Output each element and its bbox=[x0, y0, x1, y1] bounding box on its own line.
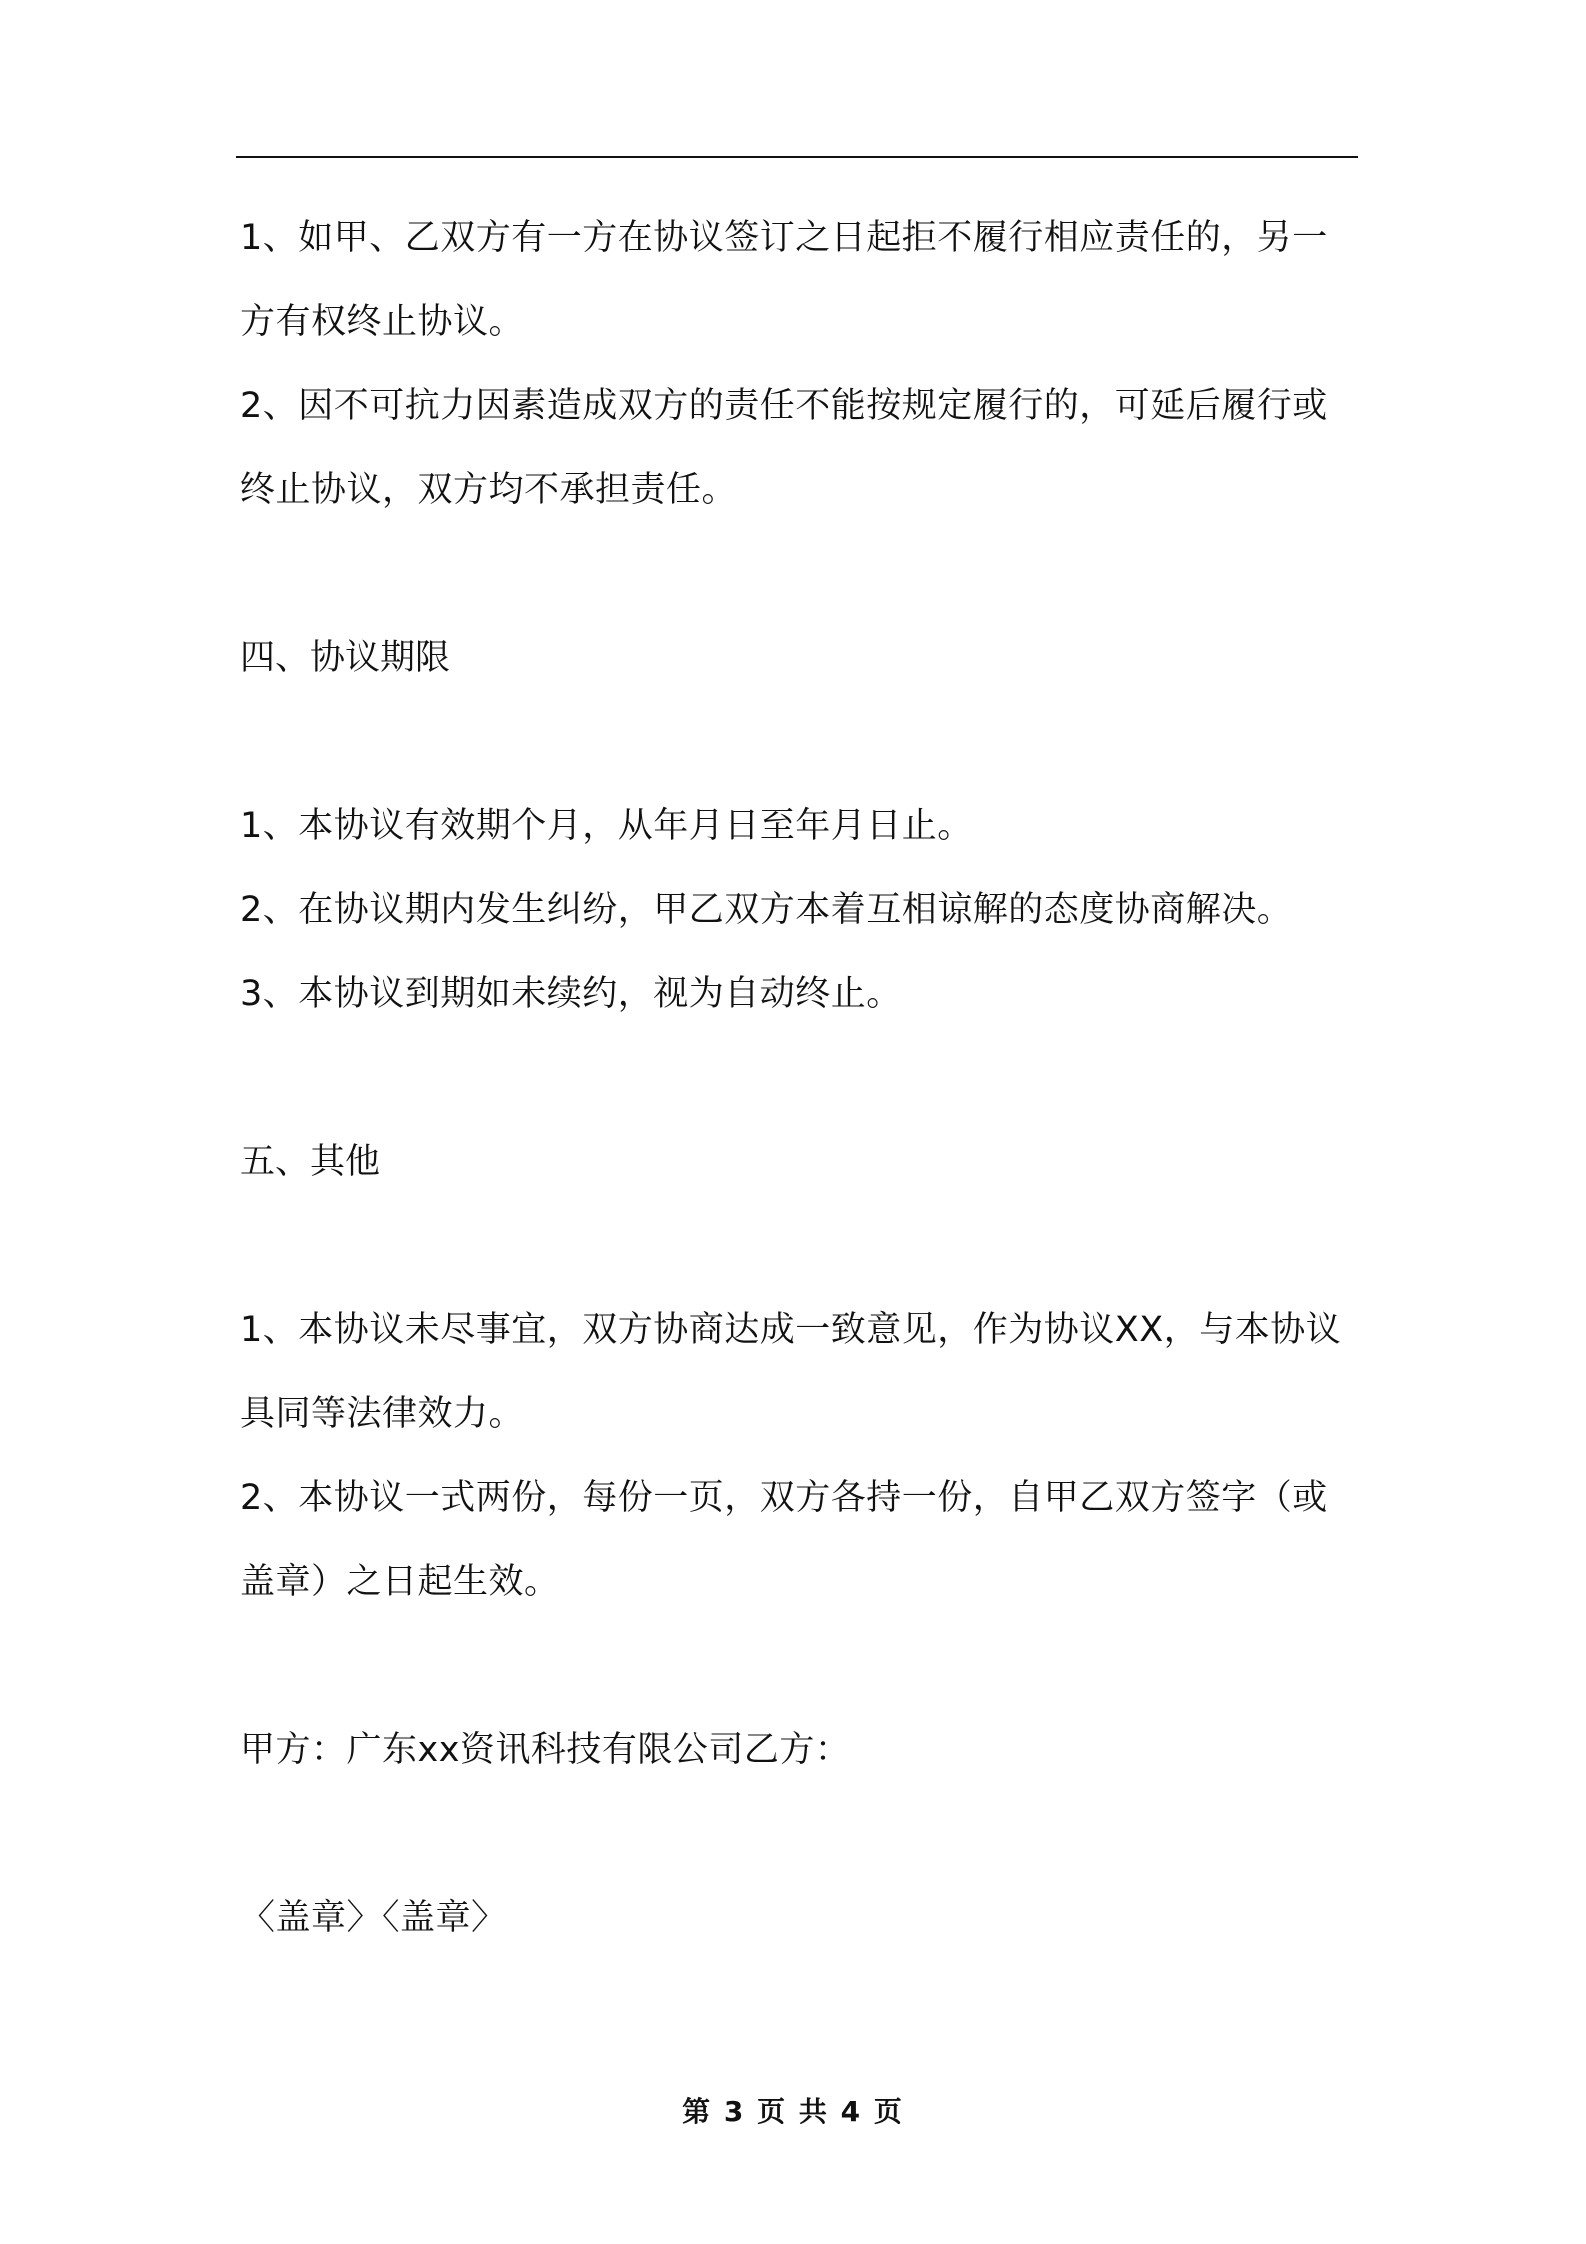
signature-seal-line: 〈盖章〉〈盖章〉 bbox=[240, 1898, 507, 1938]
signature-parties-line: 甲方：广东xx资讯科技有限公司乙方： bbox=[240, 1730, 851, 1770]
termination-item-1: 1、如甲、乙双方有一方在协议签订之日起拒不履行相应责任的，另一方有权终止协议。 bbox=[240, 218, 1328, 342]
termination-item-2: 2、因不可抗力因素造成双方的责任不能按规定履行的，可延后履行或终止协议，双方均不承担责任。 bbox=[240, 386, 1328, 510]
term-item-3: 3、本协议到期如未续约，视为自动终止。 bbox=[240, 974, 902, 1014]
other-item-1: 1、本协议未尽事宜，双方协商达成一致意见，作为协议XX，与本协议具同等法律效力。 bbox=[240, 1310, 1342, 1434]
term-item-1: 1、本协议有效期个月，从年月日至年月日止。 bbox=[240, 806, 973, 846]
header-rule bbox=[236, 156, 1358, 158]
section-heading-term: 四、协议期限 bbox=[240, 638, 451, 678]
page-number-footer: 第 3 页 共 4 页 bbox=[682, 2095, 904, 2128]
section-heading-other: 五、其他 bbox=[240, 1142, 381, 1182]
term-item-2: 2、在协议期内发生纠纷，甲乙双方本着互相谅解的态度协商解决。 bbox=[240, 890, 1293, 930]
document-body bbox=[240, 196, 1362, 1960]
other-item-2: 2、本协议一式两份，每份一页，双方各持一份，自甲乙双方签字（或盖章）之日起生效。 bbox=[240, 1478, 1328, 1602]
